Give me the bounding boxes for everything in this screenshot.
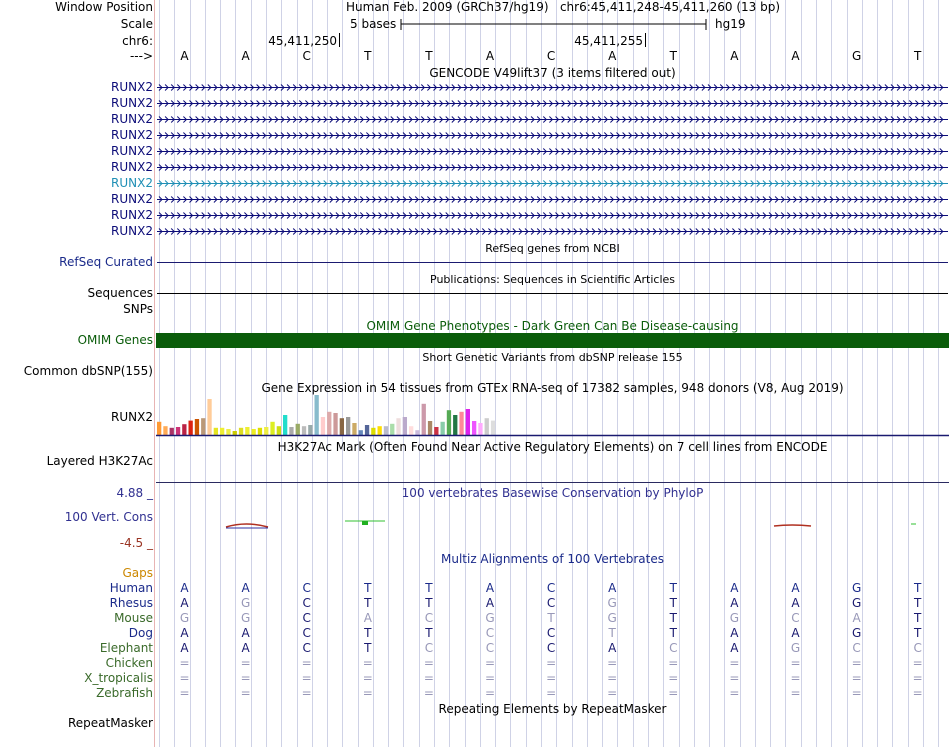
gtex-tissue-bar[interactable]	[359, 430, 363, 435]
multiz-base: C	[485, 641, 495, 655]
multiz-gaps-label: Gaps	[122, 566, 153, 580]
multiz-base: G	[790, 641, 801, 655]
gencode-gene-label[interactable]: RUNX2	[111, 128, 153, 142]
multiz-base: A	[180, 596, 189, 610]
gtex-tissue-bar[interactable]	[466, 409, 470, 435]
gencode-gene-label[interactable]: RUNX2	[111, 160, 153, 174]
gtex-tissue-bar[interactable]	[365, 425, 369, 435]
window-position-value: Human Feb. 2009 (GRCh37/hg19) chr6:45,411,248-45,411,260 (13 bp)	[346, 0, 781, 14]
gtex-bar-chart[interactable]	[156, 395, 949, 437]
multiz-base: =	[179, 671, 190, 685]
gtex-tissue-bar[interactable]	[207, 399, 211, 435]
multiz-base: =	[240, 686, 251, 700]
multiz-base: C	[546, 596, 556, 610]
gencode-gene-feature[interactable]	[157, 160, 948, 175]
multiz-base: =	[607, 671, 618, 685]
multiz-base: T	[364, 581, 372, 595]
multiz-base: T	[914, 626, 922, 640]
sequence-base: A	[730, 49, 739, 63]
multiz-base: =	[851, 671, 862, 685]
gtex-tissue-bar[interactable]	[409, 426, 413, 435]
sequence-base: G	[851, 49, 862, 63]
dbsnp-title[interactable]: Short Genetic Variants from dbSNP release 155	[422, 351, 683, 364]
gencode-gene-label[interactable]: RUNX2	[111, 112, 153, 126]
scale-text: 5 bases	[350, 17, 397, 31]
multiz-base: C	[302, 611, 311, 625]
gtex-tissue-bar[interactable]	[434, 427, 438, 435]
gtex-tissue-bar[interactable]	[315, 395, 319, 435]
gtex-tissue-bar[interactable]	[321, 417, 325, 435]
multiz-base: =	[912, 671, 923, 685]
multiz-base: =	[301, 656, 312, 670]
gencode-gene-feature[interactable]	[157, 112, 948, 127]
multiz-base: T	[914, 611, 922, 625]
gencode-gene-label[interactable]: RUNX2	[111, 176, 153, 190]
position-tick-1-mark	[339, 33, 340, 47]
gtex-tissue-bar[interactable]	[459, 412, 463, 435]
gtex-tissue-bar[interactable]	[176, 427, 180, 435]
multiz-base: =	[546, 686, 557, 700]
multiz-base: =	[790, 656, 801, 670]
gtex-tissue-bar[interactable]	[201, 418, 205, 435]
multiz-base: T	[914, 596, 922, 610]
gtex-tissue-bar[interactable]	[245, 427, 249, 435]
publications-line[interactable]	[157, 293, 948, 294]
multiz-base: =	[484, 656, 496, 670]
sequence-base: A	[791, 49, 800, 63]
multiz-base: A	[485, 596, 495, 610]
multiz-title[interactable]: Multiz Alignments of 100 Vertebrates	[440, 552, 665, 566]
gtex-tissue-bar[interactable]	[415, 430, 419, 435]
multiz-base: G	[851, 596, 862, 610]
multiz-base: =	[851, 686, 862, 700]
gencode-gene-label[interactable]: RUNX2	[111, 208, 153, 222]
gencode-gene-feature[interactable]	[157, 208, 948, 223]
gencode-gene-label[interactable]: RUNX2	[111, 192, 153, 206]
sequence-base: A	[485, 49, 495, 63]
gtex-tissue-bar[interactable]	[239, 428, 243, 435]
multiz-base: A	[241, 581, 250, 595]
multiz-base: =	[362, 671, 373, 685]
publications-title[interactable]: Publications: Sequences in Scientific Articles	[430, 273, 675, 286]
gtex-tissue-bar[interactable]	[195, 419, 199, 435]
position-tick-2-mark	[645, 33, 646, 47]
multiz-base: C	[302, 626, 311, 640]
multiz-base: =	[546, 671, 557, 685]
gtex-tissue-bar[interactable]	[182, 424, 186, 435]
multiz-base: G	[607, 611, 617, 625]
multiz-base: C	[424, 611, 434, 625]
sequence-base: A	[180, 49, 189, 63]
multiz-base: G	[851, 626, 862, 640]
gtex-tissue-bar[interactable]	[258, 428, 262, 435]
multiz-base: C	[913, 641, 922, 655]
multiz-base: T	[425, 596, 433, 610]
gencode-gene-label[interactable]: RUNX2	[111, 80, 153, 94]
gtex-tissue-bar[interactable]	[485, 418, 489, 435]
gtex-tissue-bar[interactable]	[352, 423, 356, 435]
gtex-tissue-bar[interactable]	[163, 426, 167, 435]
multiz-base: A	[608, 581, 617, 595]
multiz-base: T	[364, 626, 372, 640]
gtex-label[interactable]: RUNX2	[111, 410, 153, 424]
multiz-base: =	[668, 671, 679, 685]
gtex-tissue-bar[interactable]	[296, 424, 300, 435]
gencode-gene-label[interactable]: RUNX2	[111, 96, 153, 110]
multiz-base: G	[179, 611, 190, 625]
multiz-base: =	[912, 656, 923, 670]
multiz-base: =	[423, 671, 434, 685]
gtex-tissue-bar[interactable]	[428, 421, 432, 435]
multiz-base: =	[423, 686, 434, 700]
multiz-base: T	[608, 626, 616, 640]
gtex-tissue-bar[interactable]	[384, 426, 388, 435]
omim-label[interactable]: OMIM Genes	[77, 333, 153, 347]
gtex-tissue-bar[interactable]	[333, 413, 337, 435]
refseq-label[interactable]: RefSeq Curated	[59, 255, 153, 269]
gtex-tissue-bar[interactable]	[170, 428, 174, 435]
multiz-species-label[interactable]: Dog	[128, 626, 153, 640]
multiz-base: =	[240, 671, 251, 685]
multiz-base: =	[546, 656, 557, 670]
gtex-tissue-bar[interactable]	[371, 428, 375, 435]
phylop-min-label: -4.5 _	[119, 536, 153, 550]
refseq-title[interactable]: RefSeq genes from NCBI	[485, 242, 620, 255]
scale-label: Scale	[120, 17, 153, 31]
gtex-tissue-bar[interactable]	[453, 415, 457, 435]
multiz-base: A	[791, 626, 800, 640]
multiz-species-label[interactable]: Rhesus	[109, 596, 153, 610]
gtex-title[interactable]: Gene Expression in 54 tissues from GTEx RNA-seq of 17382 samples, 948 donors (V8, Aug 2019)	[261, 381, 844, 395]
assembly-label: hg19	[715, 17, 746, 31]
gtex-tissue-bar[interactable]	[226, 429, 230, 435]
multiz-base: G	[240, 596, 251, 610]
multiz-base: C	[546, 626, 556, 640]
sequence-base: T	[425, 49, 433, 63]
omim-phenotype-bar[interactable]	[156, 333, 949, 348]
gtex-tissue-bar[interactable]	[214, 428, 218, 435]
gtex-tissue-bar[interactable]	[327, 412, 331, 435]
gtex-tissue-bar[interactable]	[270, 422, 274, 435]
strand-label: --->	[129, 49, 153, 63]
position-tick-2: 45,411,255	[574, 34, 643, 48]
multiz-base: =	[790, 671, 801, 685]
h3k27ac-title[interactable]: H3K27Ac Mark (Often Found Near Active Regulatory Elements) on 7 cell lines from ENCODE	[277, 440, 828, 454]
multiz-base: =	[607, 656, 618, 670]
multiz-base: =	[729, 671, 740, 685]
multiz-base: C	[852, 641, 861, 655]
multiz-base: G	[851, 581, 862, 595]
multiz-base: =	[851, 656, 862, 670]
multiz-base: T	[669, 626, 677, 640]
multiz-base: =	[668, 686, 679, 700]
phylop-signal[interactable]	[156, 512, 949, 532]
multiz-base: =	[362, 656, 373, 670]
gtex-tissue-bar[interactable]	[491, 421, 495, 435]
multiz-base: A	[730, 596, 739, 610]
multiz-base: C	[302, 641, 311, 655]
gtex-tissue-bar[interactable]	[478, 423, 482, 435]
window-position-label: Window Position	[55, 0, 153, 14]
multiz-base: =	[362, 686, 373, 700]
multiz-base: A	[852, 611, 861, 625]
multiz-base: =	[484, 671, 496, 685]
multiz-base: G	[485, 611, 495, 625]
multiz-base: A	[730, 641, 739, 655]
multiz-base: C	[302, 596, 311, 610]
gtex-tissue-bar[interactable]	[302, 426, 306, 435]
sequence-base: C	[546, 49, 556, 63]
multiz-base: =	[179, 686, 190, 700]
gtex-tissue-bar[interactable]	[233, 431, 237, 435]
gencode-gene-feature[interactable]	[157, 176, 948, 191]
gtex-tissue-bar[interactable]	[346, 417, 350, 435]
sequence-base: T	[669, 49, 677, 63]
multiz-base: C	[791, 611, 800, 625]
sequence-base: A	[608, 49, 617, 63]
sequence-base: T	[364, 49, 372, 63]
gtex-tissue-bar[interactable]	[220, 428, 224, 435]
gencode-gene-feature[interactable]	[157, 96, 948, 111]
multiz-base: =	[912, 686, 923, 700]
scale-bar	[400, 17, 710, 32]
multiz-base: T	[547, 611, 555, 625]
multiz-species-label[interactable]: Mouse	[114, 611, 153, 625]
multiz-base: =	[790, 686, 801, 700]
multiz-base: =	[607, 686, 618, 700]
multiz-base: C	[302, 581, 311, 595]
gtex-tissue-bar[interactable]	[403, 417, 407, 435]
gtex-tissue-bar[interactable]	[390, 424, 394, 435]
gtex-tissue-bar[interactable]	[340, 418, 344, 435]
gencode-gene-label[interactable]: RUNX2	[111, 224, 153, 238]
gtex-tissue-bar[interactable]	[378, 426, 382, 435]
multiz-base: G	[240, 611, 251, 625]
multiz-base: T	[914, 581, 922, 595]
gencode-gene-label[interactable]: RUNX2	[111, 144, 153, 158]
phylop-title[interactable]: 100 vertebrates Basewise Conservation by PhyloP	[401, 486, 704, 500]
multiz-base: A	[730, 581, 739, 595]
sequence-base: T	[914, 49, 922, 63]
multiz-base: A	[791, 581, 800, 595]
gtex-tissue-bar[interactable]	[189, 421, 193, 435]
multiz-base: T	[669, 611, 677, 625]
multiz-base: T	[669, 596, 677, 610]
refseq-gene-line[interactable]	[157, 262, 948, 263]
multiz-species-label[interactable]: Human	[109, 581, 153, 595]
multiz-base: =	[423, 656, 434, 670]
multiz-base: C	[485, 626, 495, 640]
multiz-base: =	[729, 686, 740, 700]
phylop-max-label: 4.88 _	[116, 486, 153, 500]
publications-label[interactable]: Sequences	[87, 286, 153, 300]
multiz-base: T	[425, 626, 433, 640]
snps-label[interactable]: SNPs	[123, 302, 153, 316]
chrom-label: chr6:	[122, 34, 153, 48]
gencode-gene-feature[interactable]	[157, 224, 948, 239]
gtex-tissue-bar[interactable]	[308, 425, 312, 435]
multiz-base: A	[363, 611, 372, 625]
multiz-base: A	[241, 641, 250, 655]
sequence-base: C	[302, 49, 311, 63]
gencode-gene-feature[interactable]	[157, 80, 948, 95]
multiz-base: A	[180, 641, 189, 655]
multiz-base: T	[364, 641, 372, 655]
gtex-tissue-bar[interactable]	[396, 418, 400, 435]
multiz-base: =	[179, 656, 190, 670]
dbsnp-label[interactable]: Common dbSNP(155)	[23, 364, 153, 378]
left-margin-line	[154, 0, 155, 747]
multiz-base: A	[241, 626, 250, 640]
multiz-base: C	[546, 581, 556, 595]
gtex-tissue-bar[interactable]	[289, 427, 293, 435]
multiz-base: A	[180, 626, 189, 640]
multiz-species-label[interactable]: Elephant	[99, 641, 153, 655]
gtex-tissue-bar[interactable]	[472, 421, 476, 435]
gencode-title[interactable]: GENCODE V49lift37 (3 items filtered out)	[429, 66, 676, 80]
multiz-base: T	[425, 581, 433, 595]
multiz-base: G	[607, 596, 617, 610]
multiz-base: G	[729, 611, 740, 625]
gtex-tissue-bar[interactable]	[283, 415, 287, 435]
gtex-tissue-bar[interactable]	[447, 410, 451, 435]
multiz-base: T	[364, 596, 372, 610]
multiz-base: =	[729, 656, 740, 670]
multiz-base: A	[791, 596, 800, 610]
gtex-tissue-bar[interactable]	[422, 404, 426, 435]
multiz-species-label[interactable]: Chicken	[105, 656, 153, 670]
multiz-base: C	[669, 641, 678, 655]
multiz-species-label[interactable]: X_tropicalis	[84, 671, 153, 685]
multiz-base: =	[301, 671, 312, 685]
h3k27ac-baseline	[156, 482, 949, 483]
multiz-base: T	[669, 581, 677, 595]
gtex-tissue-bar[interactable]	[252, 429, 256, 435]
repeatmasker-title[interactable]: Repeating Elements by RepeatMasker	[438, 702, 667, 716]
multiz-base: C	[546, 641, 556, 655]
gencode-gene-feature[interactable]	[157, 128, 948, 143]
multiz-base: =	[484, 686, 496, 700]
multiz-base: A	[485, 581, 495, 595]
multiz-base: =	[240, 656, 251, 670]
position-tick-1: 45,411,250	[268, 34, 337, 48]
gtex-tissue-bar[interactable]	[277, 426, 281, 435]
multiz-base: A	[730, 626, 739, 640]
h3k27ac-label[interactable]: Layered H3K27Ac	[46, 454, 153, 468]
multiz-species-label[interactable]: Zebrafish	[96, 686, 153, 700]
gtex-tissue-bar[interactable]	[157, 422, 161, 435]
phylop-label[interactable]: 100 Vert. Cons	[64, 510, 153, 524]
gtex-tissue-bar[interactable]	[264, 427, 268, 435]
omim-title[interactable]: OMIM Gene Phenotypes - Dark Green Can Be Disease-causing	[366, 319, 739, 333]
multiz-base: C	[424, 641, 434, 655]
gencode-gene-feature[interactable]	[157, 144, 948, 159]
gencode-gene-feature[interactable]	[157, 192, 948, 207]
multiz-base: A	[180, 581, 189, 595]
multiz-base: =	[668, 656, 679, 670]
sequence-base: A	[241, 49, 250, 63]
gtex-tissue-bar[interactable]	[441, 422, 445, 435]
multiz-base: A	[608, 641, 617, 655]
multiz-base: =	[301, 686, 312, 700]
repeatmasker-label[interactable]: RepeatMasker	[67, 716, 153, 730]
